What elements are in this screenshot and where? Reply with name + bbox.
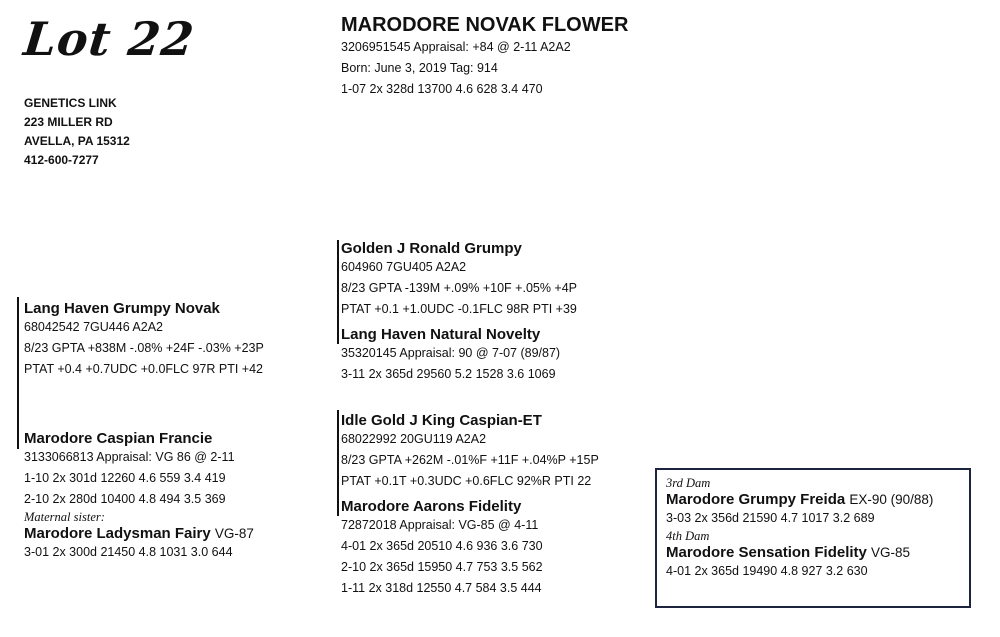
consignor-city: AVELLA, PA 15312 — [24, 134, 130, 148]
fourth-dam-score: VG-85 — [871, 545, 911, 560]
dam-dam-record-line-2: 2-10 2x 365d 15950 4.7 753 3.5 562 — [341, 560, 543, 574]
third-dam-name: Marodore Grumpy Freida — [666, 491, 846, 508]
sire-dam-id-line: 35320145 Appraisal: 90 @ 7-07 (89/87) — [341, 346, 561, 360]
maternal-sister-name-row — [24, 525, 254, 542]
sire-sire-gpta-line: 8/23 GPTA -139M +.09% +10F +.05% +4P — [341, 281, 578, 295]
dam-sire-gpta-line: 8/23 GPTA +262M -.01%F +11F +.04%P +15P — [341, 453, 599, 467]
extended-dams-box — [655, 468, 971, 608]
animal-block — [341, 14, 628, 100]
dam-dam-id-line: 72872018 Appraisal: VG-85 @ 4-11 — [341, 518, 539, 532]
sire-id-line: 68042542 7GU446 A2A2 — [24, 320, 164, 334]
fourth-dam-name: Marodore Sensation Fidelity — [666, 544, 867, 561]
maternal-sister-label: Maternal sister: — [24, 510, 105, 524]
dam-parents-bracket — [337, 410, 339, 516]
consignor-name: GENETICS LINK — [24, 96, 117, 110]
fourth-dam-label: 4th Dam — [666, 529, 710, 543]
fourth-dam-name-row — [666, 544, 933, 561]
maternal-sister-name: Marodore Ladysman Fairy — [24, 525, 211, 542]
animal-id-line: 3206951545 Appraisal: +84 @ 2-11 A2A2 — [341, 40, 571, 54]
dam-record-line-1: 1-10 2x 301d 12260 4.6 559 3.4 419 — [24, 471, 226, 485]
maternal-sister-score: VG-87 — [214, 526, 254, 541]
sire-ptat-line: PTAT +0.4 +0.7UDC +0.0FLC 97R PTI +42 — [24, 362, 264, 376]
third-dam-score: EX-90 (90/88) — [849, 492, 934, 507]
dam-dam-name: Marodore Aarons Fidelity — [341, 498, 522, 515]
third-dam-record-line: 3-03 2x 356d 21590 4.7 1017 3.2 689 — [666, 511, 875, 525]
animal-born-line: Born: June 3, 2019 Tag: 914 — [341, 61, 498, 75]
sire-block — [24, 300, 264, 380]
extended-dams-content — [666, 476, 933, 582]
dam-sire-block — [341, 412, 599, 492]
sire-parents-bracket — [337, 240, 339, 344]
animal-record-line: 1-07 2x 328d 13700 4.6 628 3.4 470 — [341, 82, 543, 96]
sire-sire-id-line: 604960 7GU405 A2A2 — [341, 260, 467, 274]
sire-dam-block — [341, 326, 560, 385]
fourth-dam-record-line: 4-01 2x 365d 19490 4.8 927 3.2 630 — [666, 564, 868, 578]
consignor-address: 223 MILLER RD — [24, 115, 113, 129]
sire-sire-name: Golden J Ronald Grumpy — [341, 240, 522, 257]
animal-name: MARODORE NOVAK FLOWER — [341, 14, 629, 36]
dam-sire-name: Idle Gold J King Caspian-ET — [341, 412, 542, 429]
third-dam-name-row — [666, 491, 933, 508]
consignor-phone: 412-600-7277 — [24, 153, 99, 167]
sire-dam-name: Lang Haven Natural Novelty — [341, 326, 541, 343]
third-dam-label: 3rd Dam — [666, 476, 711, 490]
dam-dam-record-line-3: 1-11 2x 318d 12550 4.7 584 3.5 444 — [341, 581, 542, 595]
dam-dam-record-line-1: 4-01 2x 365d 20510 4.6 936 3.6 730 — [341, 539, 543, 553]
dam-dam-block — [341, 498, 543, 599]
dam-id-line: 3133066813 Appraisal: VG 86 @ 2-11 — [24, 450, 235, 464]
dam-block — [24, 430, 254, 563]
sire-dam-bracket — [17, 297, 19, 449]
lot-number: Lot 22 — [21, 12, 198, 66]
dam-sire-ptat-line: PTAT +0.1T +0.3UDC +0.6FLC 92%R PTI 22 — [341, 474, 592, 488]
sire-sire-block — [341, 240, 577, 320]
sire-sire-ptat-line: PTAT +0.1 +1.0UDC -0.1FLC 98R PTI +39 — [341, 302, 577, 316]
sire-name: Lang Haven Grumpy Novak — [24, 300, 220, 317]
dam-sire-id-line: 68022992 20GU119 A2A2 — [341, 432, 487, 446]
sire-gpta-line: 8/23 GPTA +838M -.08% +24F -.03% +23P — [24, 341, 264, 355]
dam-record-line-2: 2-10 2x 280d 10400 4.8 494 3.5 369 — [24, 492, 226, 506]
sire-dam-record-line: 3-11 2x 365d 29560 5.2 1528 3.6 1069 — [341, 367, 556, 381]
maternal-sister-record-line: 3-01 2x 300d 21450 4.8 1031 3.0 644 — [24, 545, 233, 559]
dam-name: Marodore Caspian Francie — [24, 430, 213, 447]
consignor-block — [24, 94, 130, 170]
